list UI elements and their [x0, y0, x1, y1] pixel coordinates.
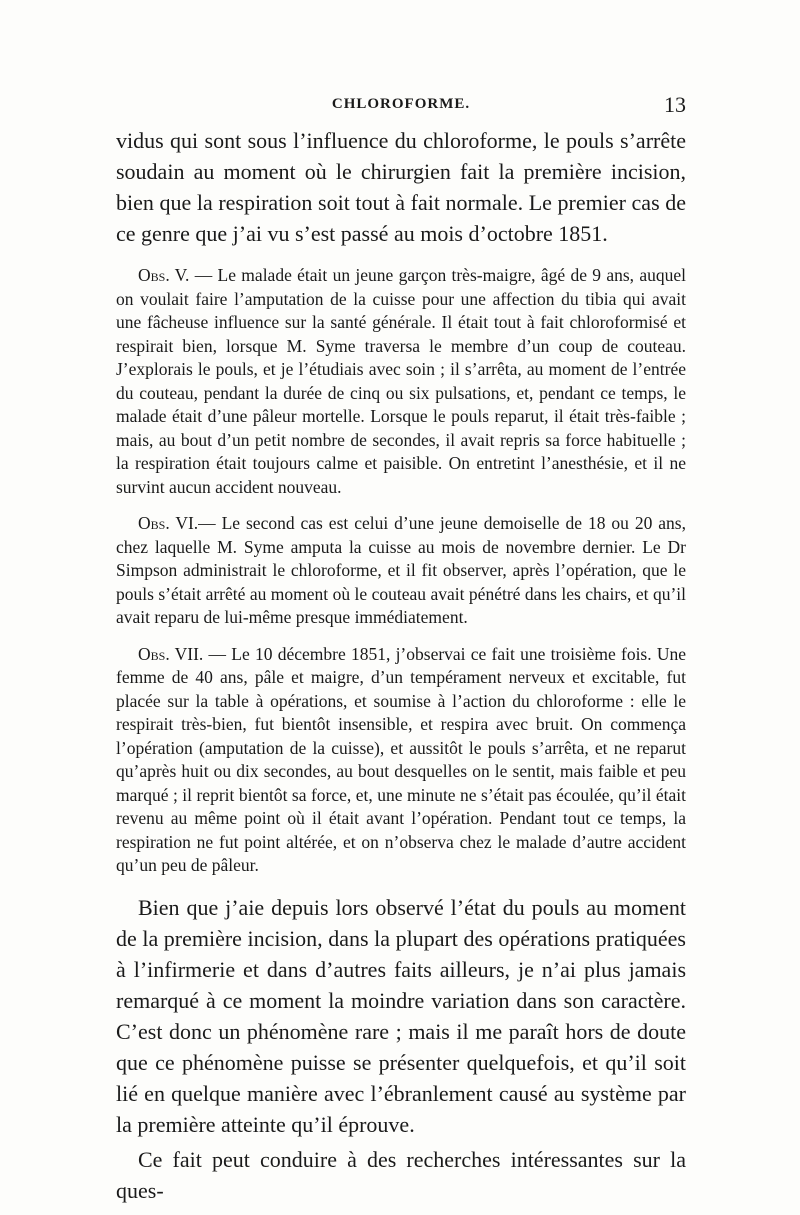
page-header [116, 92, 686, 120]
spacer [116, 630, 686, 643]
page-body [116, 125, 686, 1206]
observation-label: Obs. VI. [138, 513, 199, 533]
spacer [116, 249, 686, 264]
observation-vi [116, 512, 686, 630]
paragraph-final: Ce fait peut conduire à des recherches intéressantes sur la ques- [116, 1146, 686, 1203]
observation-label: Obs. V. [138, 265, 190, 285]
paragraph-conclusion: Bien que j’aie depuis lors observé l’état du pouls au moment de la première incision, dans la plupart des opérations pratiquées à l’infirmerie et dans d’autres faits ailleurs, je n’ai plus jamais remarqué à ce moment la moindre variation dans son caractère. C’est donc un phénomène rare ; mais il me paraît hors de doute que ce phénomène puisse se présenter quelquefois, et qu’il soit lié en quelque manière avec l’ébranlement causé au système par la première atteinte qu’il éprouve. [116, 894, 686, 1137]
spacer [116, 499, 686, 512]
observation-label: Obs. VII. [138, 643, 204, 664]
observation-v [116, 264, 686, 499]
spacer [116, 878, 686, 892]
page-number: 13 [664, 92, 686, 117]
observation-vii [116, 643, 686, 878]
paragraph-continuation: vidus qui sont sous l’influence du chloroforme, le pouls s’arrête soudain au moment où le chirurgien fait la première incision, bien que la respiration soit tout à fait normale. Le premier cas de ce genre que j’ai vu s’est passé au mois d’octobre 1851. [116, 128, 686, 246]
observation-text: — Le 10 décembre 1851, j’observai ce fait une troisième fois. Une femme de 40 ans, pâle et maigre, d’un tempérament nerveux et excitable, fut placée sur la table à opérations, et soumise à l’action du chloroforme : elle le respirait très-bien, fut bientôt insensible, et respira avec bruit. On commença l’opération (amputation de la cuisse), et aussitôt le pouls s’arrêta, et ne reparut qu’après huit ou dix secondes, au bout desquelles on le sentit, mais faible et peu marqué ; il reprit bientôt sa force, et, une minute ne s’était pas écoulée, qu’il était revenu au même point où il était avant l’opération. Pendant tout ce temps, la respiration ne fut point altérée, et on n’observa chez le malade d’autre accident qu’un peu de pâleur. [116, 643, 687, 875]
observation-text: — Le second cas est celui d’une jeune demoiselle de 18 ou 20 ans, chez laquelle M. Syme amputa la cuisse au mois de novembre dernier. Le Dr Simpson administrait le chloroforme, et il fit observer, après l’opération, que le pouls s’était arrêté au moment où le couteau avait pénétré dans les chairs, et qu’il avait reparu de lui-même presque immédiatement. [116, 513, 686, 627]
running-title: CHLOROFORME. [331, 96, 471, 112]
observation-text: — Le malade était un jeune garçon très-maigre, âgé de 9 ans, auquel on voulait faire l’amputation de la cuisse pour une affection du tibia qui avait une fâcheuse influence sur la santé générale. Il était tout à fait chloroformisé et respirait bien, lorsque M. Syme traversa le membre d’un coup de couteau. J’explorais le pouls, et je l’étudiais avec soin ; il s’arrêta, au moment de l’entrée du couteau, pendant la durée de cinq ou six pulsations, et, pendant ce temps, le malade était d’une pâleur mortelle. Lorsque le pouls reparut, il était très-faible ; mais, au bout d’un petit nombre de secondes, il avait repris sa force habituelle ; la respiration était toujours calme et paisible. On entretint l’anesthésie, et il ne survint aucun accident nouveau. [116, 265, 686, 497]
